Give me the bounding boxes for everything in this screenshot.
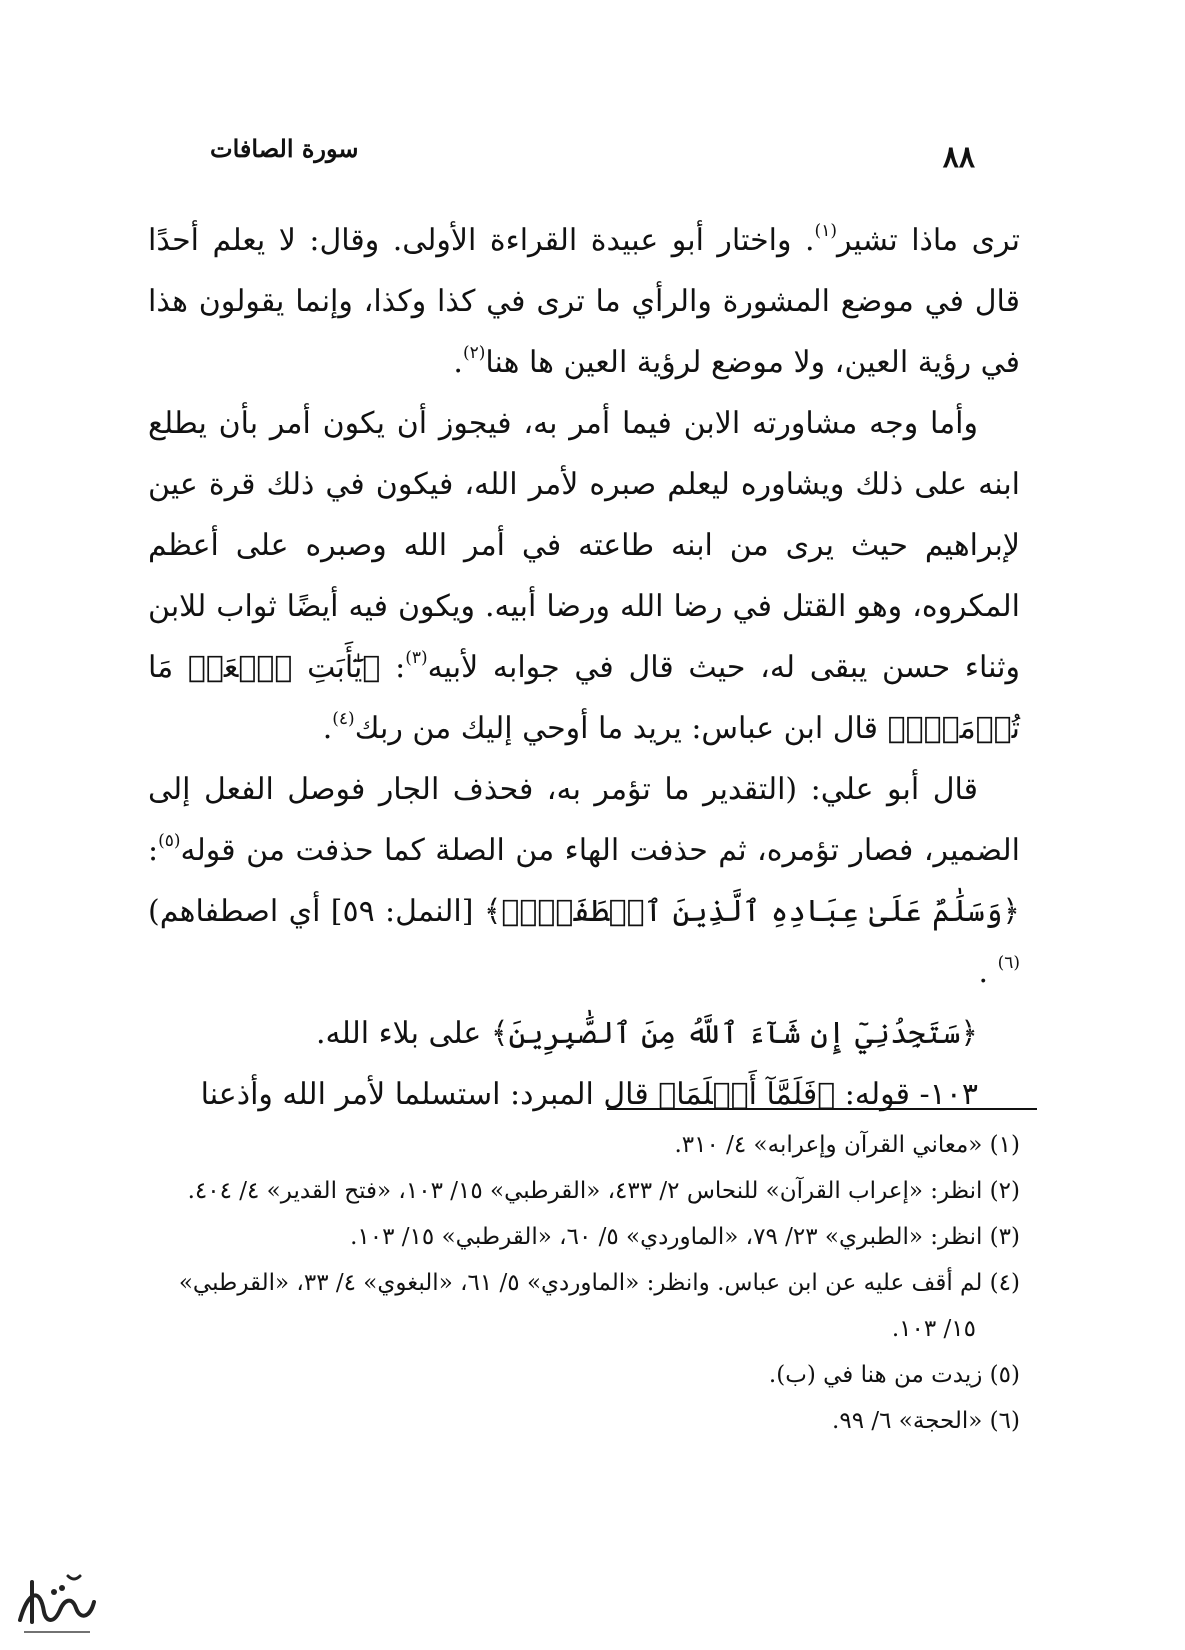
paragraph-2 xyxy=(148,393,1020,759)
paragraph-4 xyxy=(148,1003,1020,1064)
calligraphy-logo-icon xyxy=(10,1562,102,1642)
text-segment: . xyxy=(453,345,463,380)
paragraph-3 xyxy=(148,759,1020,1003)
footnote-item: (٦) «الحجة» ٦/ ٩٩. xyxy=(832,1408,1020,1434)
text-segment: . xyxy=(322,711,333,746)
footnotes xyxy=(148,1122,1020,1444)
paragraph-1 xyxy=(148,210,1020,393)
page-number: ٨٨ xyxy=(942,140,975,175)
text-segment: : xyxy=(380,650,406,685)
footnote-item: (٤) لم أقف عليه عن ابن عباس. وانظر: «الماوردي» ٥/ ٦١، «البغوي» ٤/ ٣٣، «القرطبي» ١٥/ ١٠٣. xyxy=(178,1270,1020,1342)
text-segment: . xyxy=(978,955,998,990)
text-segment: على بلاء الله. xyxy=(316,1016,491,1051)
paragraph-5 xyxy=(148,1064,1020,1125)
text-segment: ١٠٣- قوله: xyxy=(835,1077,978,1112)
text-segment: [النمل: ٥٩] أي اصطفاهم) xyxy=(148,894,484,929)
footnote-ref: (١) xyxy=(814,221,837,241)
quran-verse: ﴿وَسَلَٰمٌ عَلَىٰ عِبَادِهِ ٱلَّذِينَ ٱصۡطَفَىٰٓۗ﴾ xyxy=(483,894,1020,929)
footnote-item: (٣) انظر: «الطبري» ٢٣/ ٧٩، «الماوردي» ٥/ ٦٠، «القرطبي» ١٥/ ١٠٣. xyxy=(350,1224,1020,1250)
footnote-item: (٥) زيدت من هنا في (ب). xyxy=(768,1362,1020,1388)
main-text xyxy=(148,210,1020,1125)
footnote-ref: (٤) xyxy=(332,709,355,729)
text-segment: . واختار أبو عبيدة القراءة الأولى. وقال: لا يعلم أحدًا قال في موضع المشورة والرأي ما ترى في كذا وكذا، وإنما يقولون هذا في رؤية العين، ولا موضع لرؤية العين ها هنا xyxy=(148,223,1020,380)
footnote-ref: (٣) xyxy=(405,648,428,668)
text-segment: قال أبو علي: (التقدير ما تؤمر به، فحذف الجار فوصل الفعل إلى الضمير، فصار تؤمره، ثم حذفت الهاء من الصلة كما حذفت من قوله xyxy=(148,772,1020,868)
quran-verse: ﴿يَٰٓأَبَتِ ٱفۡعَلۡ مَا تُؤۡمَرُۖ﴾ xyxy=(148,650,1020,746)
surah-title: سورة الصافات xyxy=(210,134,359,163)
quran-verse: ﴿فَلَمَّآ أَسۡلَمَا﴾ xyxy=(658,1077,836,1112)
text-segment: قال المبرد: استسلما لأمر الله وأذعنا xyxy=(200,1077,659,1112)
footnote-ref: (٦) xyxy=(997,953,1020,973)
footnote-ref: (٥) xyxy=(158,831,181,851)
text-segment: : xyxy=(148,833,159,868)
text-segment: ترى ماذا تشير xyxy=(836,223,1021,258)
footnote-ref: (٢) xyxy=(462,343,486,363)
footnote-divider xyxy=(607,1108,1037,1110)
quran-verse: ﴿سَتَجِدُنِيٓ إِن شَآءَ ٱللَّهُ مِنَ ٱلصَّٰبِرِينَ﴾ xyxy=(490,1016,978,1051)
text-segment: وأما وجه مشاورته الابن فيما أمر به، فيجوز أن يكون أمر بأن يطلع ابنه على ذلك ويشاوره ليعلم صبره لأمر الله، فيكون في ذلك قرة عين لإبراهيم حيث يرى من ابنه طاعته في أمر الله وصبره على أعظم المكروه، وهو القتل في رضا الله ورضا أبيه. ويكون فيه أيضًا ثواب للابن وثناء حسن يبقى له، حيث قال في جوابه لأبيه xyxy=(148,406,1020,685)
footnote-item: (١) «معاني القرآن وإعرابه» ٤/ ٣١٠. xyxy=(674,1132,1020,1158)
page-header xyxy=(180,128,1005,178)
text-segment: قال ابن عباس: يريد ما أوحي إليك من ربك xyxy=(354,711,888,746)
footnote-item: (٢) انظر: «إعراب القرآن» للنحاس ٢/ ٤٣٣، «القرطبي» ١٥/ ١٠٣، «فتح القدير» ٤/ ٤٠٤. xyxy=(187,1178,1020,1204)
